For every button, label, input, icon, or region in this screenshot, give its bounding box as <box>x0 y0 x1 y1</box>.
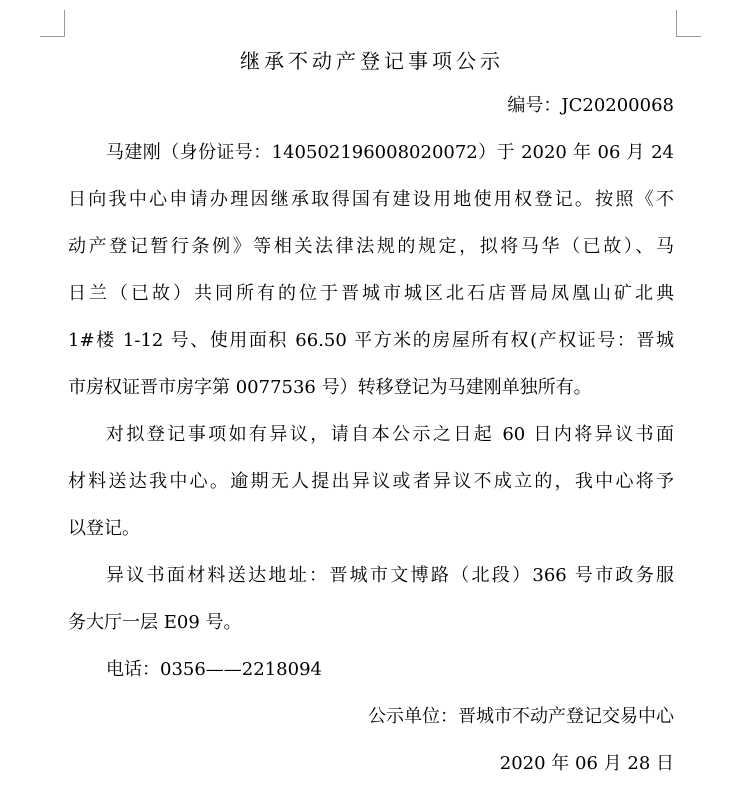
paragraph1-line: 马建刚（身份证号：140502196008020072）于 2020 年 06 月 24 <box>106 142 674 163</box>
page-corner-mark-top-right <box>676 10 701 37</box>
paragraph3-line: 异议书面材料送达地址：晋城市文博路（北段）366 号市政务服 <box>106 565 674 586</box>
date-line: 2020 年 06 月 28 日 <box>499 753 674 774</box>
paragraph1-line: 日向我中心申请办理因继承取得国有建设用地使用权登记。按照《不 <box>68 189 674 210</box>
paragraph1-line: 动产登记暂行条例》等相关法律法规的规定，拟将马华（已故）、马 <box>68 236 674 257</box>
phone-line: 电话：0356——2218094 <box>106 659 322 680</box>
paragraph2-line: 以登记。 <box>68 518 140 539</box>
paragraph2-line: 材料送达我中心。逾期无人提出异议或者异议不成立的，我中心将予 <box>68 471 674 492</box>
page-corner-mark-top-left <box>40 10 65 37</box>
paragraph1-line: 1#楼 1-12 号、使用面积 66.50 平方米的房屋所有权(产权证号：晋城 <box>68 330 674 351</box>
paragraph2-line: 对拟登记事项如有异议，请自本公示之日起 60 日内将异议书面 <box>106 424 674 445</box>
paragraph1-line: 日兰（已故）共同所有的位于晋城市城区北石店晋局凤凰山矿北典 <box>68 283 674 304</box>
paragraph3-line: 务大厅一层 E09 号。 <box>68 612 242 633</box>
paragraph1-line: 市房权证晋市房字第 0077536 号）转移登记为马建刚单独所有。 <box>68 377 592 398</box>
issuer-line: 公示单位：晋城市不动产登记交易中心 <box>368 706 674 727</box>
document-title: 继承不动产登记事项公示 <box>240 49 504 73</box>
document-number: 编号：JC20200068 <box>507 95 674 116</box>
